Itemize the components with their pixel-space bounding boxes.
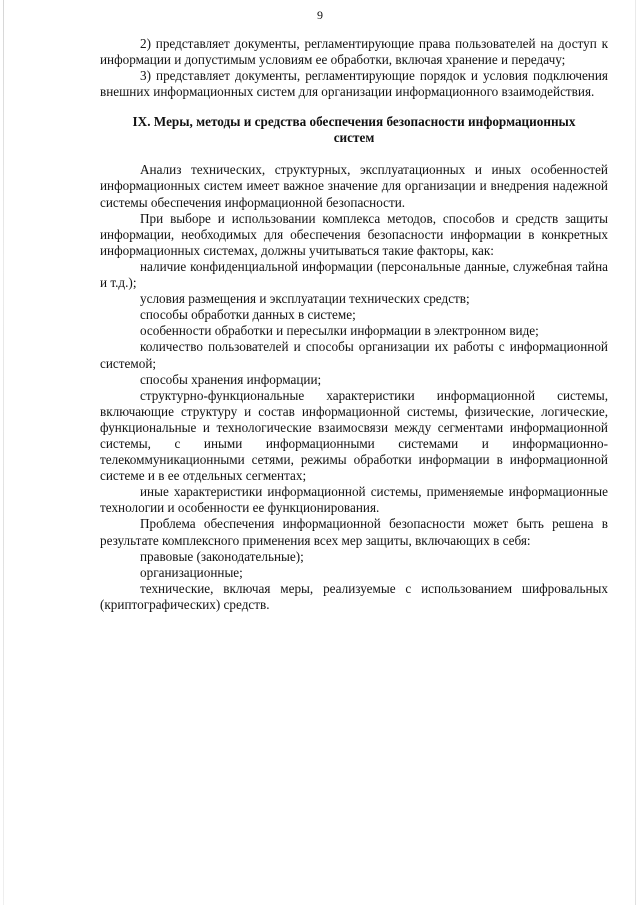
page-number: 9 <box>317 8 323 22</box>
section-paragraph-1: Анализ технических, структурных, эксплуатационных и иных особенностей информационных систем имеет важное значение для организации и внедрения надежной системы обеспечения информационной безопасности. <box>100 162 608 210</box>
section-heading <box>100 114 608 146</box>
section-heading-line1: IX. Меры, методы и средства обеспечения безопасности информационных <box>132 114 576 130</box>
section-paragraph-3: Проблема обеспечения информационной безопасности может быть решена в результате комплексного применения всех мер защиты, включающих в себя: <box>100 516 608 548</box>
factor-item: количество пользователей и способы организации их работы с информационной системой; <box>100 339 608 371</box>
document-body <box>100 36 608 613</box>
section-heading-line2: систем <box>333 130 375 146</box>
factor-item: способы хранения информации; <box>140 371 322 387</box>
scan-edge-left <box>3 0 4 905</box>
intro-item-3: 3) представляет документы, регламентирующие порядок и условия подключения внешних информационных систем для организации информационного взаимодействия. <box>100 68 608 100</box>
factor-item: условия размещения и эксплуатации технических средств; <box>140 291 470 307</box>
measure-item: технические, включая меры, реализуемые с использованием шифровальных (криптографических) средств. <box>100 580 608 612</box>
measure-item: организационные; <box>140 564 243 580</box>
intro-item-2: 2) представляет документы, регламентирующие права пользователей на доступ к информации и допустимым условиям ее обработки, включая хранение и передачу; <box>100 36 608 68</box>
factor-item: структурно-функциональные характеристики информационной системы, включающие структуру и состав информационной системы, физические, логические, функциональные и технологические взаимосвязи между сегментами информационной системы, с иными информационными системами и информационно-телекоммуникационными сетями, режимы обработки информации в информационной системе и в ее отдельных сегментах; <box>100 387 608 484</box>
measure-item: правовые (законодательные); <box>140 548 304 564</box>
factor-item: особенности обработки и пересылки информации в электронном виде; <box>140 323 539 339</box>
factor-item: иные характеристики информационной системы, применяемые информационные технологии и особенности ее функционирования. <box>100 484 608 516</box>
factor-item: способы обработки данных в системе; <box>140 307 356 323</box>
factor-item: наличие конфиденциальной информации (персональные данные, служебная тайна и т.д.); <box>100 258 608 291</box>
section-paragraph-2: При выборе и использовании комплекса методов, способов и средств защиты информации, необходимых для обеспечения безопасности информации в конкретных информационных системах, должны учитываться такие факторы, как: <box>100 210 608 258</box>
scan-edge-right <box>635 0 636 905</box>
